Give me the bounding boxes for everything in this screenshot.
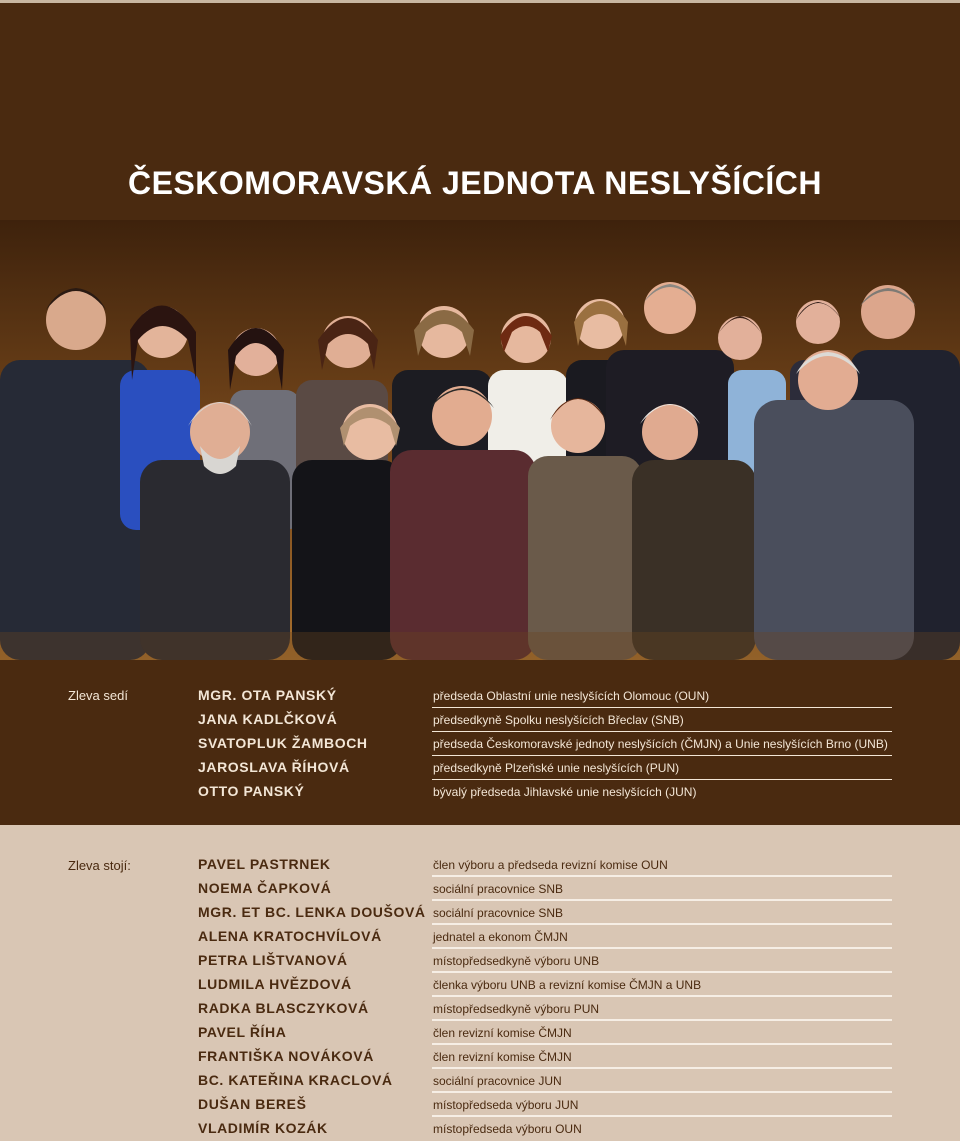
group-photo <box>0 220 960 660</box>
seated-label: Zleva sedí <box>68 688 128 703</box>
list-item <box>198 1069 892 1093</box>
member-role: místopředseda výboru JUN <box>433 1098 579 1112</box>
list-item <box>198 684 892 708</box>
list-item <box>198 1093 892 1117</box>
member-role: místopředsedkyně výboru UNB <box>433 954 600 968</box>
list-item <box>198 949 892 973</box>
member-name: RADKA BLASCZYKOVÁ <box>198 1000 369 1016</box>
member-name: JANA KADLČKOVÁ <box>198 711 338 727</box>
member-name: JAROSLAVA ŘÍHOVÁ <box>198 759 350 775</box>
list-item <box>198 877 892 901</box>
member-role: místopředseda výboru OUN <box>433 1122 582 1136</box>
member-role: sociální pracovnice SNB <box>433 906 564 920</box>
member-role: jednatel a ekonom ČMJN <box>433 930 568 944</box>
list-item <box>198 732 892 756</box>
member-name: LUDMILA HVĚZDOVÁ <box>198 976 352 992</box>
seated-list <box>198 684 892 804</box>
list-item <box>198 901 892 925</box>
list-item <box>198 1117 892 1141</box>
member-name: VLADIMÍR KOZÁK <box>198 1120 328 1136</box>
seated-section <box>0 660 960 825</box>
list-item <box>198 997 892 1021</box>
page-title: ČESKOMORAVSKÁ JEDNOTA NESLYŠÍCÍCH <box>128 165 822 201</box>
member-role: člen výboru a předseda revizní komise OUN <box>433 858 668 872</box>
member-name: PAVEL PASTRNEK <box>198 856 331 872</box>
member-name: OTTO PANSKÝ <box>198 783 305 799</box>
member-role: předseda Českomoravské jednoty neslyšících (ČMJN) a Unie neslyšících Brno (UNB) <box>433 737 888 751</box>
member-name: NOEMA ČAPKOVÁ <box>198 880 332 896</box>
list-item <box>198 925 892 949</box>
member-role: předseda Oblastní unie neslyšících Olomouc (OUN) <box>433 689 710 703</box>
standing-section <box>0 825 960 1139</box>
list-item <box>198 780 892 804</box>
standing-list <box>198 853 892 1141</box>
member-name: MGR. ET BC. LENKA DOUŠOVÁ <box>198 904 426 920</box>
group-photo-illustration <box>0 220 960 660</box>
member-name: DUŠAN BEREŠ <box>198 1096 307 1112</box>
member-name: PAVEL ŘÍHA <box>198 1024 287 1040</box>
member-role: členka výboru UNB a revizní komise ČMJN a UNB <box>433 978 702 992</box>
member-role: sociální pracovnice SNB <box>433 882 564 896</box>
member-name: SVATOPLUK ŽAMBOCH <box>198 735 368 751</box>
list-item <box>198 756 892 780</box>
list-item <box>198 1021 892 1045</box>
member-role: člen revizní komise ČMJN <box>433 1026 572 1040</box>
list-item <box>198 708 892 732</box>
member-name: MGR. OTA PANSKÝ <box>198 687 337 703</box>
standing-label: Zleva stojí: <box>68 858 131 873</box>
header-band <box>0 0 960 220</box>
member-role: bývalý předseda Jihlavské unie neslyšících (JUN) <box>433 785 697 799</box>
member-name: ALENA KRATOCHVÍLOVÁ <box>198 928 382 944</box>
member-role: místopředsedkyně výboru PUN <box>433 1002 600 1016</box>
list-item <box>198 973 892 997</box>
member-name: FRANTIŠKA NOVÁKOVÁ <box>198 1048 374 1064</box>
member-role: sociální pracovnice JUN <box>433 1074 562 1088</box>
list-item <box>198 853 892 877</box>
member-role: člen revizní komise ČMJN <box>433 1050 572 1064</box>
member-role: předsedkyně Plzeňské unie neslyšících (PUN) <box>433 761 680 775</box>
member-name: BC. KATEŘINA KRACLOVÁ <box>198 1072 393 1088</box>
member-role: předsedkyně Spolku neslyšících Břeclav (SNB) <box>433 713 684 727</box>
list-item <box>198 1045 892 1069</box>
member-name: PETRA LIŠTVANOVÁ <box>198 952 348 968</box>
